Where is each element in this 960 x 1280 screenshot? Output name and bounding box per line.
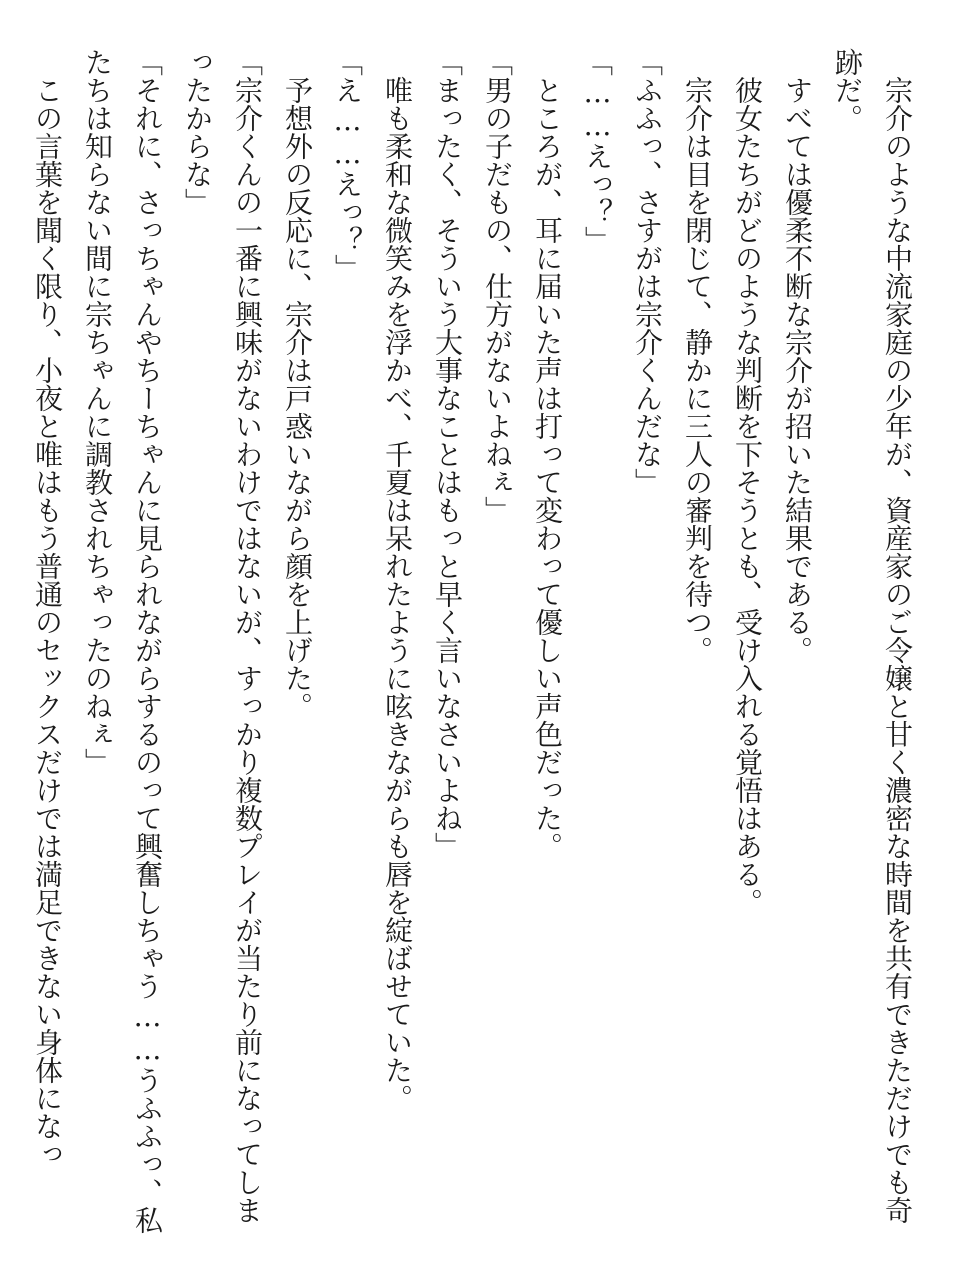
dialogue-line: 「宗介くんの一番に興味がないわけではないが、すっかり複数プレイが当たり前になってしまったからな」 <box>181 48 264 1224</box>
paragraph: ところが、耳に届いた声は打って変わって優しい声色だった。 <box>531 76 564 860</box>
vertical-text-body <box>22 48 922 1238</box>
dialogue-line: 「男の子だもの、仕方がないよねぇ」 <box>481 48 514 524</box>
paragraph: 宗介のような中流家庭の少年が、資産家のご令嬢と甘く濃密な時間を共有できただけでも奇跡だ。 <box>831 48 914 1224</box>
paragraph: 予想外の反応に、宗介は戸惑いながら顔を上げた。 <box>281 76 314 720</box>
paragraph: 彼女たちがどのような判断を下そうとも、受け入れる覚悟はある。 <box>731 76 764 916</box>
dialogue-line: 「……えっ？」 <box>581 48 614 254</box>
dialogue-line: 「それに、さっちゃんやちーちゃんに見られながらするのって興奮しちゃう……うふふっ、私たちは知らない間に宗ちゃんに調教されちゃったのねぇ」 <box>81 48 164 1234</box>
paragraph: すべては優柔不断な宗介が招いた結果である。 <box>781 76 814 664</box>
paragraph: 唯も柔和な微笑みを浮かべ、千夏は呆れたように呟きながらも唇を綻ばせていた。 <box>381 76 414 1112</box>
dialogue-line: 「え……えっ？」 <box>331 48 364 282</box>
dialogue-line: 「ふふっ、さすがは宗介くんだな」 <box>631 48 664 496</box>
paragraph: 宗介は目を閉じて、静かに三人の審判を待つ。 <box>681 76 714 664</box>
paragraph: この言葉を聞く限り、小夜と唯はもう普通のセックスだけでは満足できない身体になっ <box>31 76 64 1168</box>
dialogue-line: 「まったく、そういう大事なことはもっと早く言いなさいよね」 <box>431 48 464 860</box>
